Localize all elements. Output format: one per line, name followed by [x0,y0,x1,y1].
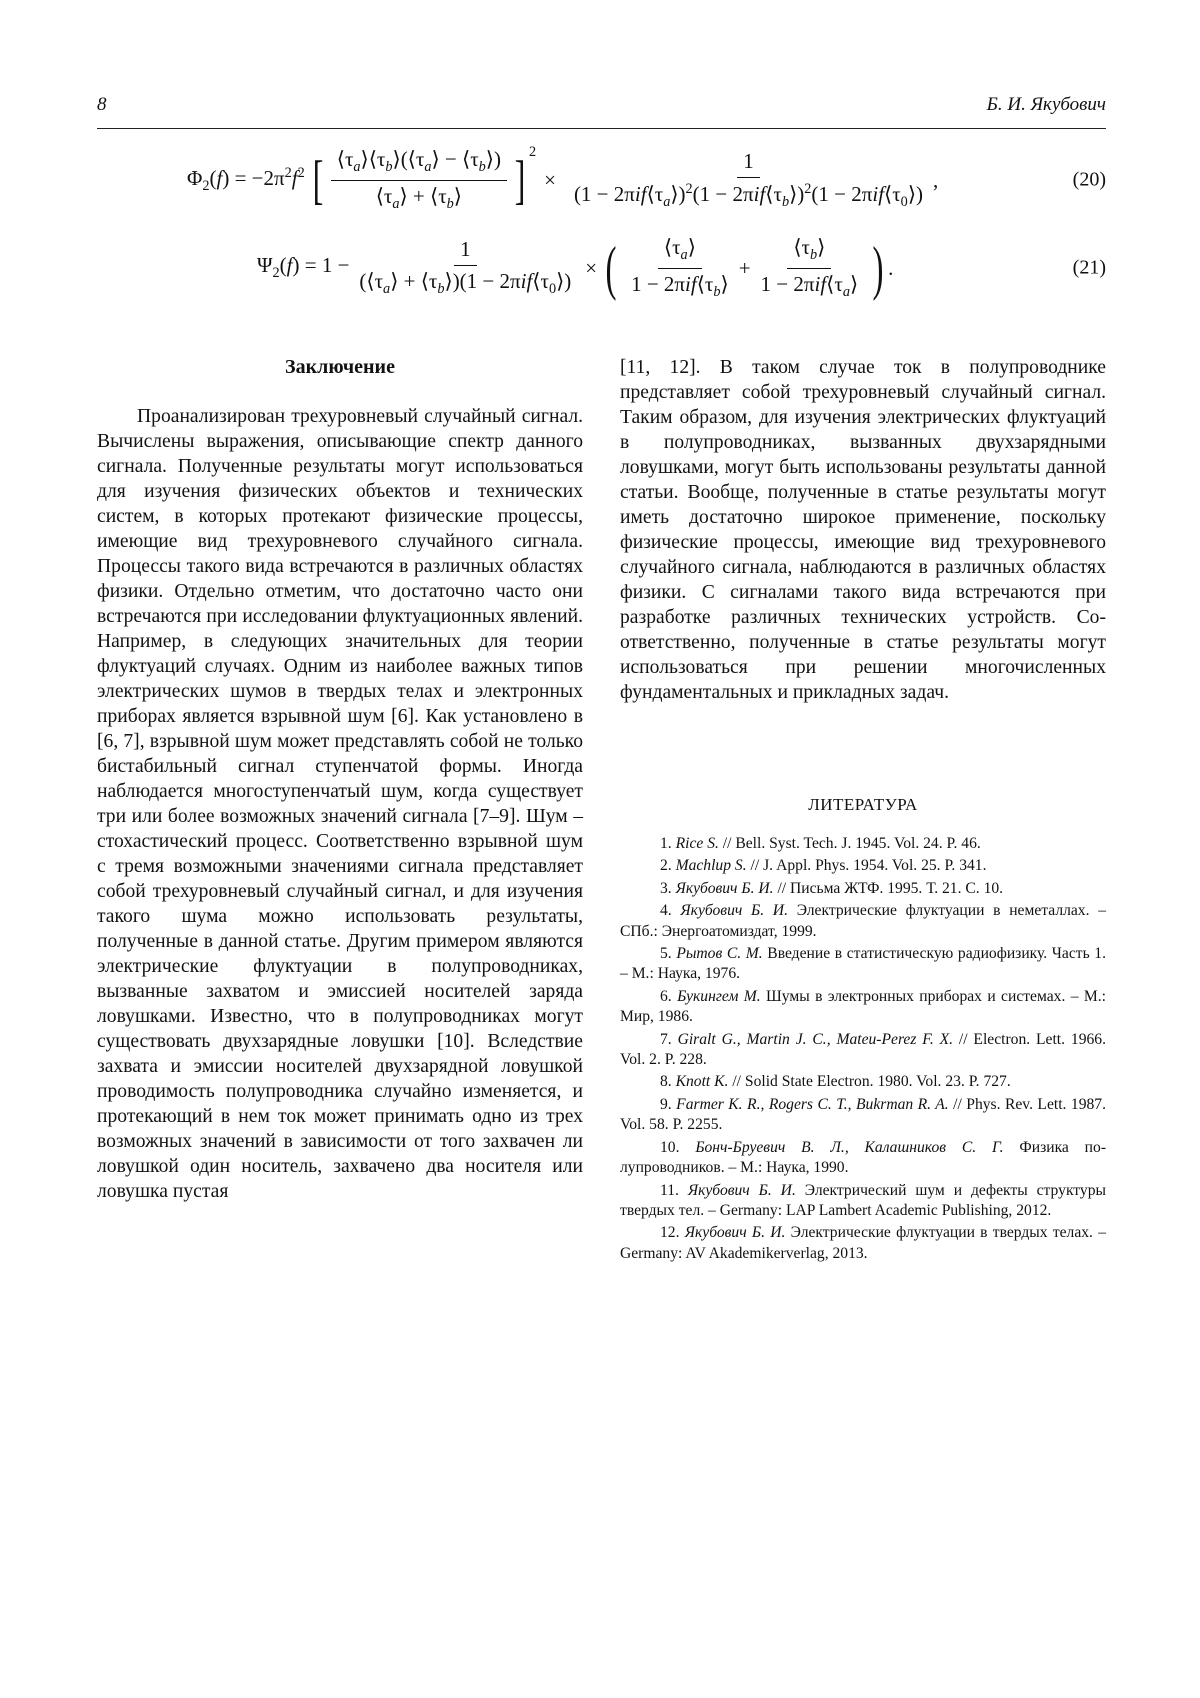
reference-author: Machlup S. [675,857,747,875]
reference-author: Якубович Б. И. [680,902,788,920]
equation-number: (21) [1072,256,1106,279]
reference-details: Физика полупроводников. – М.: Наука, 1990. [620,1138,1107,1177]
reference-item [620,1095,1106,1136]
running-author: Б. И. Якубович [986,94,1106,115]
reference-number: 9. [660,1095,677,1113]
reference-author: Knott K. [675,1073,729,1091]
page-number: 8 [97,94,107,115]
equation-21-body: $\Psi_2(f) = 1$ − $\frac{1}{(⟨\tau_a⟩ + ⟨\tau_b⟩)(1 - 2\pi if⟨\tau_0⟩)}$ × ( $\frac{⟨\tau_a⟩}{1 - 2\pi if⟨\tau_b⟩}$ + $\frac{⟨\tau_b⟩}{1 - 2\pi if⟨\tau_a⟩}$ ) . [257,235,894,301]
reference-number: 3. [660,879,676,897]
reference-author: Farmer K. R., Rogers C. T., Bukrman R. A. [676,1095,949,1113]
equation-21 [97,228,1106,308]
reference-author: Якубович Б. И. [675,879,774,897]
right-column [620,355,1106,705]
reference-number: 7. [660,1030,678,1048]
reference-number: 8. [660,1073,676,1091]
reference-item [620,987,1106,1028]
reference-details: // Bell. Syst. Tech. J. 1945. Vol. 24. P. 46. [718,835,981,852]
reference-details: // Письма ЖТФ. 1995. Т. 21. С. 10. [773,879,1004,897]
references-list [620,834,1106,1266]
reference-number: 1. [660,835,676,852]
reference-details: // Electron. Lett. 1966. Vol. 2. P. 228. [620,1030,1106,1069]
reference-details: Электрические флуктуации в неметаллах. – СПб.: Энергоатомиздат, 1999. [620,902,1107,940]
reference-item [620,1181,1106,1222]
reference-author: Rice S. [675,835,719,852]
section-title: Заключение [285,356,395,378]
conclusion-paragraph-continued: [11, 12]. В таком случае ток в полупроводнике представляет собой трехуровневый случайный сигнал. Таким образом, для изучения электрических флуктуаций в полупроводниках, вызванных двухзарядными ловушками, могут быть использованы результаты данной статьи. Вообще, полученные в статье результаты могут иметь достаточно широкое применение, поскольку физические процессы, имеющие вид трехуровневого случайного сигнала, наблюдаются в различных областях физики. С сигналами такого вида встречаются при разработке различных технических устройств. Соответственно, полученные в статье результаты могут использоваться при решении многочисленных фундаментальных и прикладных задач. [620,357,1106,703]
reference-author: Якубович Б. И. [684,1224,786,1242]
reference-author: Якубович Б. И. [687,1181,796,1199]
reference-details: Электрические флуктуации в твердых телах. – Germany: AV Akademikerverlag, 2013. [620,1224,1106,1262]
reference-number: 2. [660,857,676,875]
reference-author: Рытов С. М. [676,945,763,963]
reference-author: Букингем М. [677,987,761,1005]
reference-details: Электрический шум и дефекты структуры твердых тел. – Germany: LAP Lambert Academic Publishing, 2012. [620,1181,1106,1219]
reference-author: Giralt G., Martin J. C., Mateu-Perez F. X. [677,1030,954,1048]
equation-20 [97,140,1106,220]
equation-number: (20) [1072,168,1106,191]
reference-details: // Phys. Rev. Lett. 1987. Vol. 58. P. 2255. [620,1095,1106,1134]
reference-number: 6. [660,987,678,1005]
equation-20-body: $\Phi_2(f) = -2\pi^2f^2$ [ $\frac{⟨\tau_a⟩⟨\tau_b⟩(⟨\tau_a⟩ - ⟨\tau_b⟩)}{⟨\tau_a⟩ + ⟨\tau_b⟩}$ ] $^2$ × $\frac{1}{(1 - 2\pi if⟨\tau_a⟩)^2(1 - 2\pi if⟨\tau_b⟩)^2(1 - 2\pi if⟨\tau_0⟩)}$ , [187,144,939,212]
left-column [97,355,583,1204]
reference-details: Введение в статистическую радиофизику. Часть 1. – М.: Наука, 1976. [620,945,1106,983]
references-title: ЛИТЕРАТУРА [808,795,918,814]
reference-item [620,901,1106,942]
reference-item [620,1138,1106,1179]
reference-item [620,944,1106,985]
reference-item [620,1223,1106,1264]
reference-number: 5. [660,945,677,963]
reference-item [620,834,1106,854]
conclusion-paragraph: Проанализирован трехуровневый случайный сигнал. Вычислены выражения, описывающие спектр данного сигнала. Полученные результаты могут использоваться для изучения физических объектов и технических систем, в которых протекают физические процессы, имеющие вид трехуровневого случайного сигнала. Процессы такого вида встречаются в различных областях физики. Отдельно отметим, что достаточно часто они встречаются при исследовании флуктуационных явлений. Например, в следующих значительных для теории флуктуаций случаях. Одним из наиболее важных типов электрических шумов в твердых телах и электронных приборах является взрывной шум [6]. Как установлено в [6, 7], взрывной шум может представлять собой не только бистабильный сигнал ступенчатой формы. Иногда наблюдается многоступенчатый шум, когда существует три или более возможных значений сигнала [7–9]. Шум – стохастический процесс. Соответственно взрывной шум с тремя возможными значениями сигнала представляет собой трехуровневый случайный сигнал, и для изучения такого шума можно использовать результаты, полученные в данной статье. Другим примером являются электрические флуктуации в полупроводниках, вызванные захватом и эмиссией носителей заряда ловушками. Известно, что в полупроводниках могут существовать двухзарядные ловушки [10]. Вследствие захвата и эмиссии носителей двухзарядной ловушкой проводимость полупроводника случайно изменяется, и протекающий в нем ток может принимать одно из трех возможных значений в зависимости от того захвачен ли ловушкой один носитель, захвачено два носителя или ловушка пустая [97,406,583,1202]
reference-details: // Solid State Electron. 1980. Vol. 23. P. 727. [728,1073,1011,1091]
reference-details: // J. Appl. Phys. 1954. Vol. 25. P. 341. [746,857,987,875]
reference-number: 4. [660,902,681,920]
reference-item [620,879,1106,899]
reference-number: 11. [660,1181,688,1199]
reference-item [620,1030,1106,1071]
reference-item [620,856,1106,876]
reference-number: 12. [660,1224,685,1242]
reference-details: Шумы в электронных приборах и системах. – М.: Мир, 1986. [620,987,1106,1026]
reference-author: Бонч-Бруевич В. Л., Калашников С. Г. [695,1138,1004,1156]
reference-number: 10. [660,1138,696,1156]
reference-item [620,1072,1106,1092]
running-header [97,88,1106,129]
